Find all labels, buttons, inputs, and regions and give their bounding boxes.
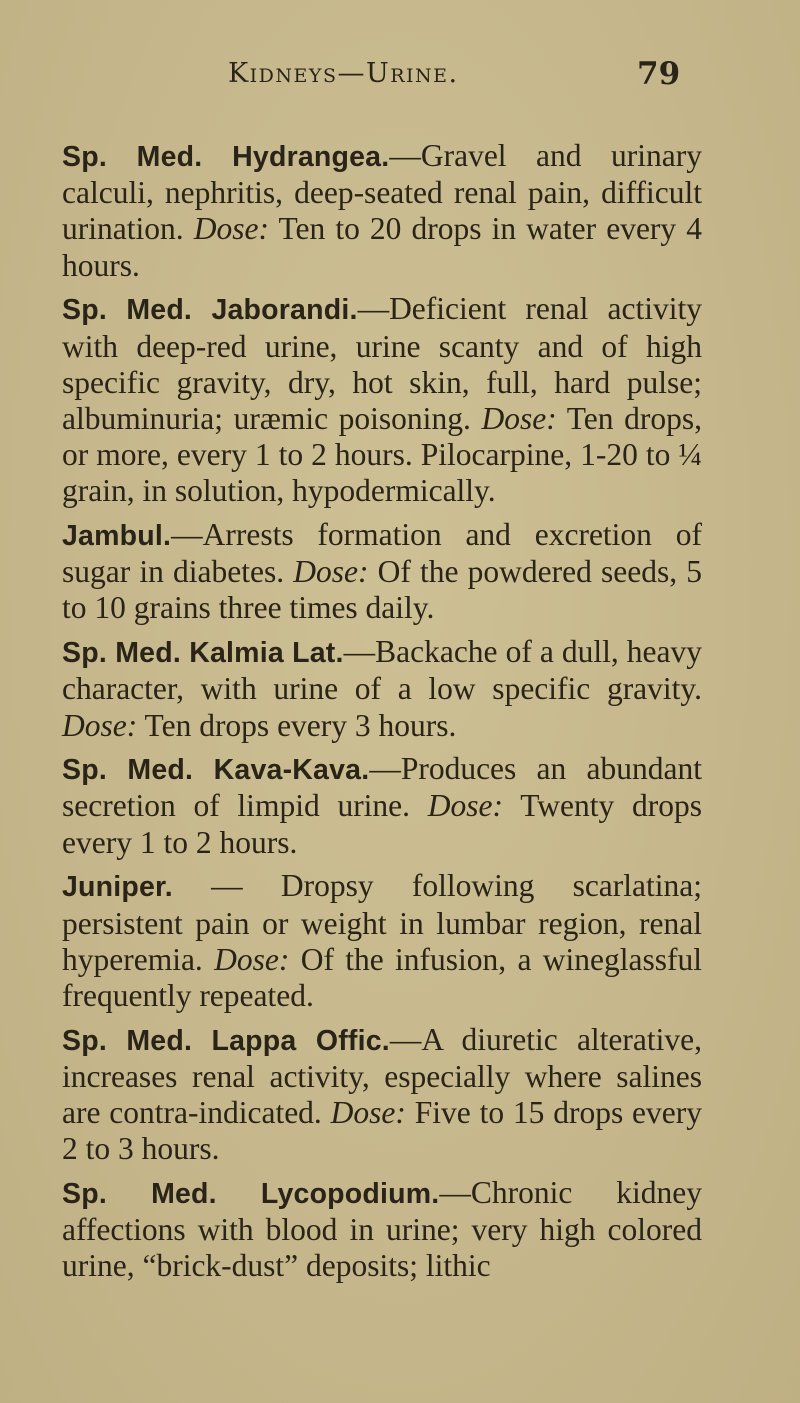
entry-lappa bbox=[62, 1022, 702, 1168]
entry-description: —Gravel and urinary calculi, nephritis, deep-seated renal pain, difficult urination. bbox=[62, 138, 702, 247]
dose-text: Of the infusion, a wineglassful frequently repeated. bbox=[62, 941, 703, 1013]
entry-name: Sp. Med. Hydrangea. bbox=[62, 141, 390, 173]
entry-description: —Deficient renal activity with deep-red urine, urine scanty and of high specific gravity, dry, hot skin, full, hard pulse; albuminuria; uræmic poisoning. bbox=[62, 291, 702, 436]
body-text bbox=[62, 138, 702, 1292]
dose-text: Ten to 20 drops in water every 4 hours. bbox=[62, 211, 703, 283]
entry-jambul bbox=[62, 517, 702, 627]
entry-description: —A diuretic alterative, increases renal activity, especially where salines are contra-indicated. bbox=[62, 1021, 702, 1131]
dose-label: Dose: bbox=[481, 400, 557, 436]
entry-name: Sp. Med. Jaborandi. bbox=[62, 294, 358, 327]
entry-jaborandi bbox=[62, 291, 702, 509]
entry-juniper bbox=[62, 868, 702, 1014]
running-head: Kidneys—Urine. bbox=[228, 58, 459, 89]
dose-label: Dose: bbox=[293, 554, 369, 590]
page-header bbox=[0, 58, 800, 98]
dose-text: Of the powdered seeds, 5 to 10 grains three times daily. bbox=[62, 554, 703, 626]
dose-label: Dose: bbox=[427, 788, 504, 824]
dose-text: Five to 15 drops every 2 to 3 hours. bbox=[62, 1095, 703, 1167]
entry-description: —Arrests formation and excretion of sugar in diabetes. bbox=[62, 517, 702, 590]
entry-description: —Chronic kidney affections with blood in urine; very high colored urine, “brick-dust” deposits; lithic bbox=[62, 1174, 702, 1284]
entry-name: Juniper. bbox=[62, 871, 173, 904]
dose-label: Dose: bbox=[330, 1095, 406, 1131]
entry-name: Sp. Med. Lycopodium. bbox=[62, 1177, 440, 1210]
dose-label: Dose: bbox=[193, 211, 269, 247]
dose-label: Dose: bbox=[214, 941, 290, 977]
dose-text: Ten drops every 3 hours. bbox=[144, 707, 457, 743]
entry-lycopodium bbox=[62, 1175, 702, 1285]
entry-description: —Produces an abundant secretion of limpid urine. bbox=[62, 751, 702, 824]
entry-name: Sp. Med. Lappa Offic. bbox=[62, 1024, 390, 1057]
page-number: 79 bbox=[637, 56, 681, 92]
dose-label: Dose: bbox=[62, 707, 138, 743]
dose-text: Ten drops, or more, every 1 to 2 hours. Pilocarpine, 1-20 to ¼ grain, in solution, hypodermically. bbox=[62, 400, 702, 509]
entry-kalmia bbox=[62, 634, 702, 744]
entry-name: Sp. Med. Kalmia Lat. bbox=[62, 637, 344, 670]
entry-description: — Dropsy following scarlatina; persistent pain or weight in lumbar region, renal hyperemia. bbox=[62, 868, 702, 977]
entry-kava-kava bbox=[62, 751, 702, 861]
dose-text: Twenty drops every 1 to 2 hours. bbox=[62, 788, 702, 860]
entry-hydrangea bbox=[62, 138, 702, 284]
entry-description: —Backache of a dull, heavy character, with urine of a low specific gravity. bbox=[62, 634, 702, 707]
entry-name: Sp. Med. Kava-Kava. bbox=[62, 754, 370, 787]
entry-name: Jambul. bbox=[62, 520, 172, 553]
